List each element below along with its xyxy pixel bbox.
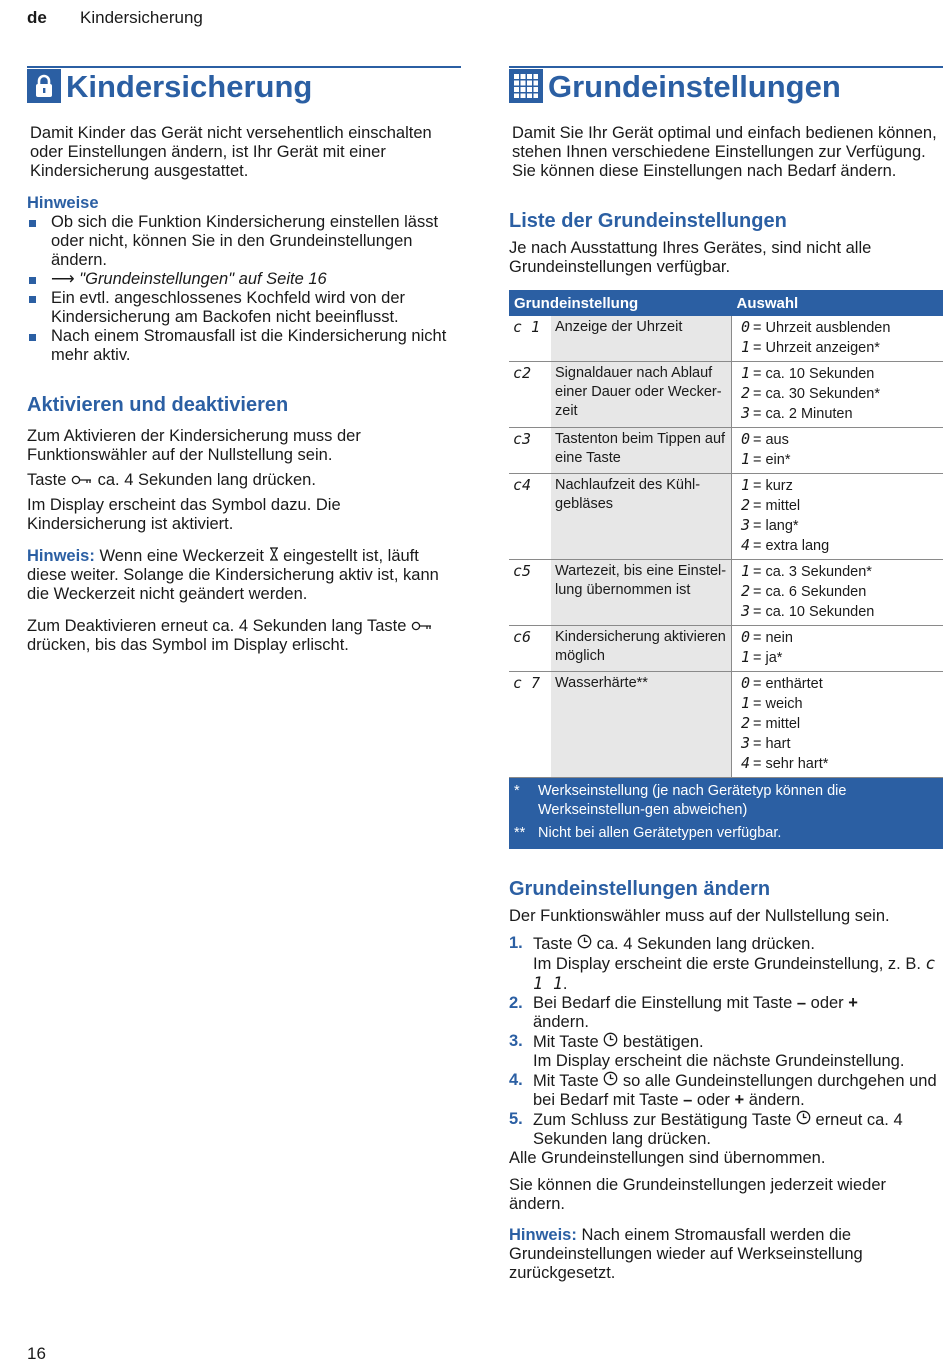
step-number: 1. [509, 934, 523, 952]
list-title: Liste der Grundeinstellungen [509, 210, 787, 232]
option-digit: 2 [740, 714, 750, 732]
deactivate-text [27, 617, 461, 655]
setting-options [732, 428, 944, 474]
option-digit: 3 [740, 734, 750, 752]
setting-function: Wartezeit, bis eine Einstel-lung übernommen ist [551, 560, 732, 626]
option-text: = mittel [753, 716, 801, 732]
setting-code: c 1 [509, 316, 551, 362]
minus-key: – [683, 1091, 693, 1109]
option-line [736, 496, 939, 516]
subsection-title: Aktivieren und deaktivieren [27, 394, 289, 416]
page-number: 16 [27, 1344, 46, 1363]
option-line [736, 450, 939, 470]
step-text: so alle Gundeinstellungen durchgehen und bei Bedarf mit Taste [533, 1072, 937, 1109]
footnote-text: Werkseinstellung (je nach Gerätetyp können die Werkseinstellun-gen abweichen) [538, 783, 847, 818]
table-row [509, 316, 943, 362]
option-line [736, 628, 939, 648]
xref-link[interactable]: "Grundeinstellungen" auf Seite 16 [79, 270, 327, 288]
option-text: = ca. 2 Minuten [753, 406, 853, 422]
option-text: = ein* [753, 452, 791, 468]
option-text: = ca. 3 Sekunden* [753, 564, 872, 580]
table-row [509, 560, 943, 626]
option-text: = kurz [753, 478, 793, 494]
option-text: = mittel [753, 498, 801, 514]
step-text: Mit Taste [533, 1033, 599, 1051]
setting-options [732, 362, 944, 428]
option-text: = sehr hart* [753, 756, 829, 772]
setting-function: Anzeige der Uhrzeit [551, 316, 732, 362]
step-text: Taste [533, 935, 573, 953]
setting-function: Wasserhärte** [551, 672, 732, 778]
option-digit: 3 [740, 404, 750, 422]
option-text: = Uhrzeit anzeigen* [753, 340, 880, 356]
table-header-setting: Grundeinstellung [509, 290, 732, 316]
option-text: = ca. 30 Sekunden* [753, 386, 880, 402]
setting-code: c4 [509, 474, 551, 560]
done-text: Alle Grundeinstellungen sind übernommen. [509, 1149, 826, 1167]
table-row [509, 428, 943, 474]
plus-key: + [848, 994, 858, 1012]
activate-result: Im Display erscheint das Symbol dazu. Die Kindersicherung ist aktiviert. [27, 496, 341, 533]
option-text: = Uhrzeit ausblenden [753, 320, 891, 336]
option-line [736, 536, 939, 556]
option-digit: 1 [740, 476, 750, 494]
option-line [736, 338, 939, 358]
clock-icon [577, 934, 592, 954]
setting-options [732, 672, 944, 778]
option-line [736, 674, 939, 694]
right-column [509, 66, 943, 1283]
activate-step [27, 471, 461, 490]
table-footnotes [509, 778, 943, 849]
footnote-text: Nicht bei allen Gerätetypen verfügbar. [538, 825, 782, 841]
option-text: = lang* [753, 518, 799, 534]
step-text: ändern. [748, 1091, 805, 1109]
option-text: = enthärtet [753, 676, 823, 692]
option-digit: 4 [740, 754, 750, 772]
footnote [514, 824, 938, 843]
step-text: ca. 4 Sekunden lang drücken. [97, 471, 316, 489]
deactivate-b: drücken, bis das Symbol im Display erlischt. [27, 636, 349, 654]
step-text: Taste [27, 471, 67, 489]
option-text: = ja* [753, 650, 783, 666]
section-heading-settings [509, 66, 943, 102]
option-line [736, 476, 939, 496]
xref-line [27, 270, 461, 289]
option-line [736, 754, 939, 774]
table-row [509, 474, 943, 560]
setting-code: c5 [509, 560, 551, 626]
grid-icon [509, 69, 543, 103]
step-text: oder [810, 994, 844, 1012]
step-text: oder [696, 1091, 730, 1109]
option-text: = ca. 10 Sekunden [753, 604, 875, 620]
option-line [736, 516, 939, 536]
option-digit: 4 [740, 536, 750, 554]
option-line [736, 430, 939, 450]
hint-label: Hinweis: [509, 1226, 577, 1244]
step-number: 2. [509, 994, 523, 1012]
option-text: = extra lang [753, 538, 830, 554]
hint-text: Nach einem Stromausfall werden die Grundeinstellungen wieder auf Werkseinstellung zurückgesetzt. [509, 1226, 863, 1282]
step-text: . [562, 975, 568, 993]
option-line [736, 694, 939, 714]
option-digit: 0 [740, 628, 750, 646]
setting-options [732, 560, 944, 626]
setting-code: c2 [509, 362, 551, 428]
step-text: Im Display erscheint die nächste Grundeinstellung. [533, 1052, 905, 1070]
option-digit: 1 [740, 694, 750, 712]
steps-list [509, 934, 943, 1149]
section-title: Kindersicherung [66, 69, 313, 104]
option-digit: 1 [740, 562, 750, 580]
settings-table [509, 290, 943, 778]
option-text: = hart [753, 736, 791, 752]
clock-icon [603, 1032, 618, 1052]
setting-options [732, 474, 944, 560]
timer-hint [27, 547, 461, 604]
step-text: Bei Bedarf die Einstellung mit Taste [533, 994, 793, 1012]
plus-key: + [734, 1091, 745, 1109]
option-line [736, 734, 939, 754]
hourglass-icon [269, 547, 279, 566]
option-digit: 2 [740, 384, 750, 402]
option-text: = ca. 10 Sekunden [753, 366, 875, 382]
clock-icon [796, 1110, 811, 1130]
activate-text: Zum Aktivieren der Kindersicherung muss der Funktionswähler auf der Nullstellung sein. [27, 427, 361, 464]
step-text: Im Display erscheint die erste Grundeinstellung, z. B. [533, 955, 921, 973]
option-digit: 0 [740, 318, 750, 336]
table-body [509, 316, 943, 778]
header-title: Kindersicherung [80, 8, 203, 27]
footnote-mark: ** [514, 825, 526, 841]
option-line [736, 602, 939, 622]
table-row [509, 626, 943, 672]
arrow-icon: ⟶ [51, 270, 80, 288]
list-item: Nach einem Stromausfall ist die Kindersicherung nicht mehr aktiv. [27, 327, 461, 365]
intro-text: Damit Kinder das Gerät nicht versehentlich einschalten oder Einstellungen ändern, ist Ihr Gerät mit einer Kindersicherung ausgestattet. [30, 124, 432, 180]
list-intro: Je nach Ausstattung Ihres Gerätes, sind nicht alle Grundeinstellungen verfügbar. [509, 239, 872, 276]
deactivate-a: Zum Deaktivieren erneut ca. 4 Sekunden lang Taste [27, 617, 407, 635]
header-lang: de [27, 8, 47, 27]
list-item [509, 1071, 943, 1110]
left-column [27, 66, 461, 655]
hint-text: Wenn eine Weckerzeit [99, 547, 264, 565]
clock-icon [603, 1071, 618, 1091]
option-line [736, 384, 939, 404]
option-line [736, 318, 939, 338]
step-text: Mit Taste [533, 1072, 599, 1090]
display-code: c 1 1 [533, 954, 936, 993]
table-header-choice: Auswahl [732, 290, 944, 316]
minus-key: – [796, 994, 807, 1012]
step-text: Zum Schluss zur Bestätigung Taste [533, 1111, 792, 1129]
option-line [736, 648, 939, 668]
option-line [736, 714, 939, 734]
option-text: = nein [753, 630, 793, 646]
setting-function: Kindersicherung aktivieren möglich [551, 626, 732, 672]
footnote-mark: * [514, 783, 520, 799]
option-digit: 2 [740, 582, 750, 600]
notes-heading: Hinweise [27, 194, 99, 212]
option-digit: 3 [740, 602, 750, 620]
list-item [509, 934, 943, 994]
option-digit: 1 [740, 648, 750, 666]
setting-code: c6 [509, 626, 551, 672]
list-item: Ein evtl. angeschlossenes Kochfeld wird von der Kindersicherung am Backofen nicht beeinflusst. [27, 289, 461, 327]
section-title: Grundeinstellungen [548, 69, 841, 104]
step-text: ändern. [533, 1013, 589, 1031]
step-number: 4. [509, 1071, 523, 1089]
section-heading-childlock [27, 66, 461, 102]
option-digit: 2 [740, 496, 750, 514]
option-line [736, 562, 939, 582]
footnote [514, 782, 938, 820]
power-hint [509, 1226, 943, 1283]
key-icon [411, 617, 433, 636]
option-text: = aus [753, 432, 789, 448]
option-digit: 0 [740, 674, 750, 692]
key-icon [71, 471, 93, 490]
option-digit: 0 [740, 430, 750, 448]
list-item [509, 1032, 943, 1071]
setting-function: Signaldauer nach Ablauf einer Dauer oder Wecker-zeit [551, 362, 732, 428]
setting-function: Tastenton beim Tippen auf eine Taste [551, 428, 732, 474]
setting-code: c 7 [509, 672, 551, 778]
setting-options [732, 316, 944, 362]
option-digit: 1 [740, 338, 750, 356]
anytime-text: Sie können die Grundeinstellungen jederzeit wieder ändern. [509, 1176, 886, 1213]
hint-label: Hinweis: [27, 547, 95, 565]
change-title: Grundeinstellungen ändern [509, 878, 771, 900]
change-intro: Der Funktionswähler muss auf der Nullstellung sein. [509, 907, 890, 925]
table-row [509, 672, 943, 778]
step-text: erneut ca. 4 Sekunden lang drücken. [533, 1111, 903, 1148]
option-text: = weich [753, 696, 803, 712]
option-text: = ca. 6 Sekunden [753, 584, 867, 600]
list-item [509, 1110, 943, 1149]
option-line [736, 404, 939, 424]
option-line [736, 364, 939, 384]
option-digit: 1 [740, 364, 750, 382]
option-digit: 1 [740, 450, 750, 468]
option-digit: 3 [740, 516, 750, 534]
setting-options [732, 626, 944, 672]
setting-code: c3 [509, 428, 551, 474]
list-item: Ob sich die Funktion Kindersicherung einstellen lässt oder nicht, können Sie in den Grundeinstellungen ändern. [27, 213, 461, 270]
setting-function: Nachlaufzeit des Kühl-gebläses [551, 474, 732, 560]
lock-icon [27, 69, 61, 103]
step-text: bestätigen. [622, 1033, 704, 1051]
step-text: ca. 4 Sekunden lang drücken. [596, 935, 815, 953]
list-item [509, 994, 943, 1032]
step-number: 5. [509, 1110, 523, 1128]
intro-text: Damit Sie Ihr Gerät optimal und einfach bedienen können, stehen Ihnen verschiedene Einstellungen zur Verfügung. Sie können diese Einstellungen nach Bedarf ändern. [512, 124, 937, 180]
step-number: 3. [509, 1032, 523, 1050]
hint-text: eingestellt ist, läuft diese weiter. Solange die Kindersicherung aktiv ist, kann die Weckerzeit nicht geändert werden. [27, 547, 439, 603]
notes-list [27, 213, 461, 365]
option-line [736, 582, 939, 602]
table-row [509, 362, 943, 428]
